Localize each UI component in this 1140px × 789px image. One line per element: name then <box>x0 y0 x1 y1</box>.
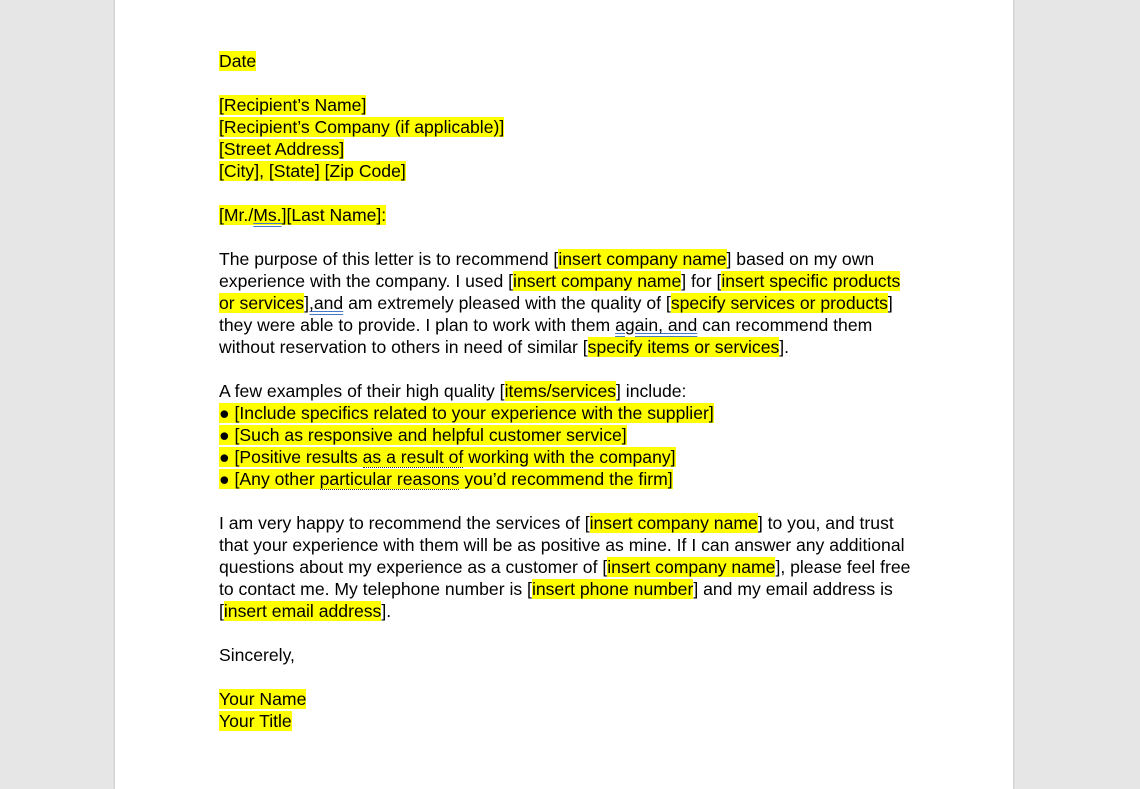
list-item: ● [Such as responsive and helpful customer service] <box>219 425 627 445</box>
bullet-icon: ● <box>219 447 230 467</box>
grammar-flag[interactable]: again, and <box>615 315 698 335</box>
placeholder-services: specify services or products <box>670 293 888 313</box>
paragraph-purpose: The purpose of this letter is to recommend [insert company name] based on my own experience with the company. I used [insert company name] for [insert specific products or services],and am extremely pleased with the quality of [specify services or products] they were able to provide. I plan to work with them again, and can recommend them without reservation to others in need of similar [specify items or services]. <box>219 249 901 357</box>
spelling-flag[interactable]: Ms. <box>253 205 282 225</box>
bullet-icon: ● <box>219 425 230 445</box>
placeholder-items: specify items or services <box>587 337 780 357</box>
recipient-name: [Recipient’s Name] <box>219 95 367 115</box>
bullet-icon: ● <box>219 469 230 489</box>
signature-name: Your Name <box>219 689 307 709</box>
date-placeholder: Date <box>219 51 257 71</box>
paragraph-examples: A few examples of their high quality [items/services] include: ● [Include specifics related to your experience with the supplier] ● [Such as responsive and helpful customer service] ● [Positive results as a result of working with the company] ● [Any other particular reasons you’d recommend the firm] <box>219 380 919 490</box>
placeholder-company-name: insert company name <box>513 271 682 291</box>
placeholder-company-name: insert company name <box>607 557 776 577</box>
placeholder-products: insert specific products or services <box>219 271 901 313</box>
date-line <box>219 50 919 72</box>
list-item: ● [Positive results as a result of working with the company] <box>219 447 676 467</box>
salutation: [Mr./Ms.][Last Name]: <box>219 205 387 225</box>
placeholder-company-name: insert company name <box>558 249 727 269</box>
letter-body[interactable] <box>219 50 919 732</box>
recipient-company: [Recipient’s Company (if applicable)] <box>219 117 505 137</box>
list-item: ● [Include specifics related to your experience with the supplier] <box>219 403 714 423</box>
list-item: ● [Any other particular reasons you’d recommend the firm] <box>219 469 673 489</box>
placeholder-phone: insert phone number <box>531 579 694 599</box>
placeholder-email: insert email address <box>223 601 382 621</box>
recipient-street: [Street Address] <box>219 139 345 159</box>
recipient-block <box>219 94 919 182</box>
recipient-city: [City], [State] [Zip Code] <box>219 161 406 181</box>
placeholder-company-name: insert company name <box>589 513 758 533</box>
signature-title: Your Title <box>219 711 292 731</box>
paragraph-contact: I am very happy to recommend the services of [insert company name] to you, and trust that your experience with them will be as positive as mine. If I can answer any additional questions about my experience as a customer of [insert company name], please feel free to contact me. My telephone number is [insert phone number] and my email address is [insert email address]. <box>219 513 911 621</box>
closing-sincerely: Sincerely, <box>219 645 295 665</box>
style-flag[interactable]: particular reasons <box>319 469 460 489</box>
style-flag[interactable]: as a result of <box>362 447 464 467</box>
grammar-flag[interactable]: ],and <box>304 293 344 313</box>
bullet-icon: ● <box>219 403 230 423</box>
placeholder-items-services: items/services <box>504 381 617 401</box>
document-page <box>114 0 1014 789</box>
